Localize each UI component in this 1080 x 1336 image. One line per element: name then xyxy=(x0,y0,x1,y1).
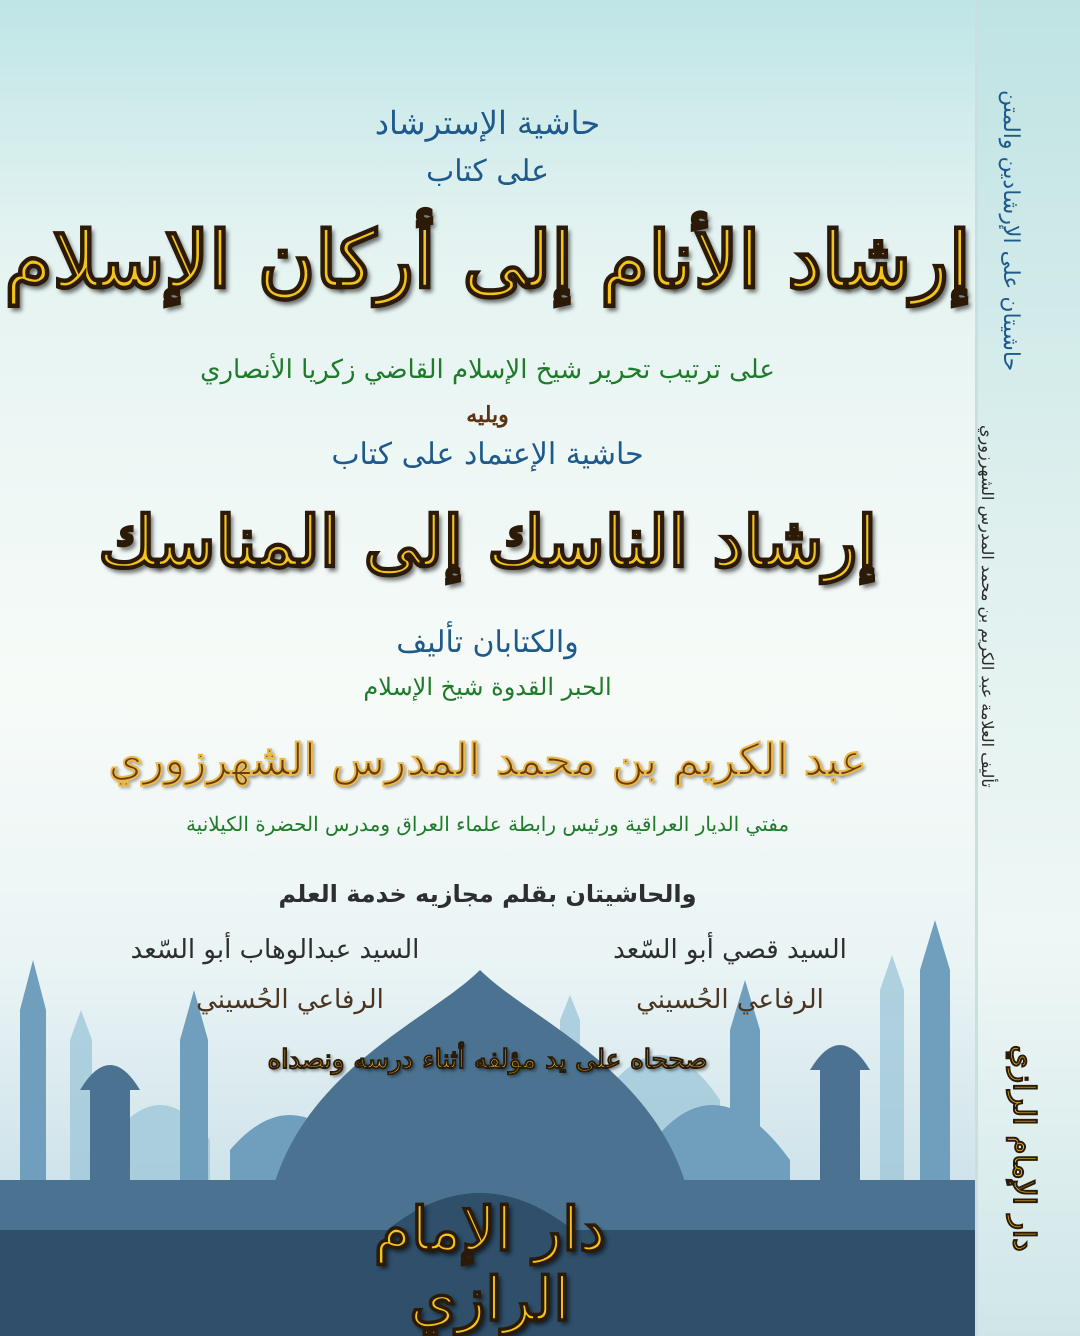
author-description: مفتي الديار العراقية ورئيس رابطة علماء العراق ومدرس الحضرة الكيلانية xyxy=(185,812,790,836)
spine-author: تأليف العلامة عبد الكريم بن محمد المدرس الشهرزوري xyxy=(978,425,997,788)
both-books-label: والكتابان تأليف xyxy=(396,625,579,660)
author-name: عبد الكريم بن محمد المدرس الشهرزوري xyxy=(108,735,867,786)
book-spine xyxy=(975,0,1080,1336)
editor-qusay-name: السيد قصي أبو السّعد xyxy=(613,935,847,965)
main-title-subtitle: على ترتيب تحرير شيخ الإسلام القاضي زكريا الأنصاري xyxy=(200,355,775,385)
hashiya-istirshad-label: حاشية الإسترشاد xyxy=(374,104,601,142)
hashiya-itimad-label: حاشية الإعتماد على كتاب xyxy=(331,437,644,472)
author-epithet: الحبر القدوة شيخ الإسلام xyxy=(363,673,612,701)
editor-abdulwahhab-name: السيد عبدالوهاب أبو السّعد xyxy=(130,935,420,965)
second-title: إرشاد الناسك إلى المناسك xyxy=(98,500,877,583)
main-title: إرشاد الأنام إلى أركان الإسلام xyxy=(4,215,971,306)
verified-by-author-note: صححاه على يد مؤلفه أثناء درسه ونصداه xyxy=(267,1045,708,1075)
publisher-logo-text: دار الإمام الرازي xyxy=(374,1195,606,1335)
and-follows-label: ويليه xyxy=(466,402,509,428)
commentaries-by-label: والحاشيتان بقلم مجازيه خدمة العلم xyxy=(278,880,697,908)
ala-kitab-label: على كتاب xyxy=(425,154,550,189)
editor-abdulwahhab-lineage: الرفاعي الحُسيني xyxy=(196,985,384,1015)
spine-publisher: دار الإمام الرازي xyxy=(1006,1045,1041,1252)
spine-title: حاشيتان على الإرشادين والمتن xyxy=(998,90,1023,372)
editor-qusay-lineage: الرفاعي الحُسيني xyxy=(636,985,824,1015)
